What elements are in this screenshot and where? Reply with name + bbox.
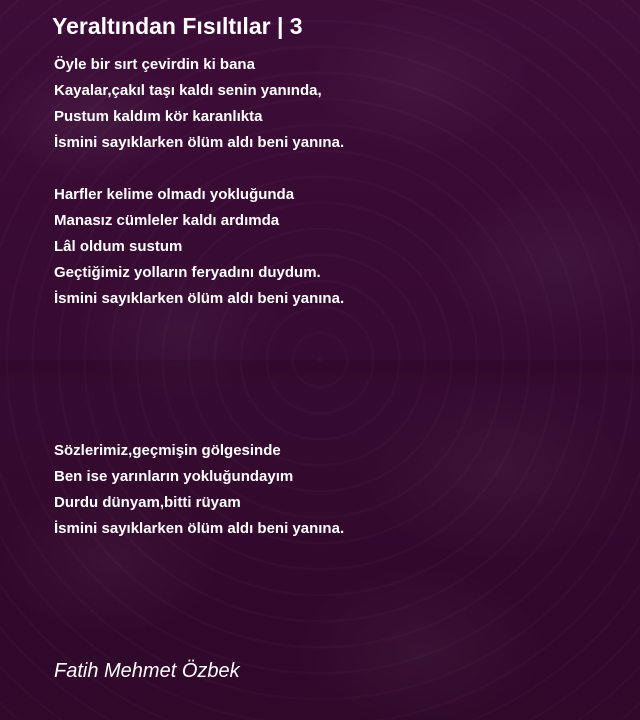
poem-line: Öyle bir sırt çevirdin ki bana (54, 56, 255, 73)
poem-line: Ben ise yarınların yokluğundayım (54, 468, 294, 485)
poem-line: Lâl oldum sustum (54, 238, 183, 255)
poem-line: Durdu dünyam,bitti rüyam (54, 494, 241, 511)
stanza-2 (54, 182, 344, 312)
poem-title: Yeraltından Fısıltılar | 3 (52, 13, 303, 39)
poem-line: Pustum kaldım kör karanlıkta (54, 108, 263, 125)
poem-line: Manasız cümleler kaldı ardımda (54, 212, 280, 229)
poem-author: Fatih Mehmet Özbek (54, 660, 240, 682)
stanza-1 (54, 52, 344, 156)
poem-line: Geçtiğimiz yolların feryadını duydum. (54, 264, 321, 281)
poem-line: Kayalar,çakıl taşı kaldı senin yanında, (54, 82, 322, 99)
poem-line: Sözlerimiz,geçmişin gölgesinde (54, 442, 281, 459)
stanza-3 (54, 438, 344, 542)
poem-line: İsmini sayıklarken ölüm aldı beni yanına. (54, 520, 345, 537)
poem-line: İsmini sayıklarken ölüm aldı beni yanına. (54, 290, 345, 307)
poem-line: Harfler kelime olmadı yokluğunda (54, 186, 295, 203)
background-band (0, 360, 640, 390)
poem-line: İsmini sayıklarken ölüm aldı beni yanına. (54, 134, 345, 151)
